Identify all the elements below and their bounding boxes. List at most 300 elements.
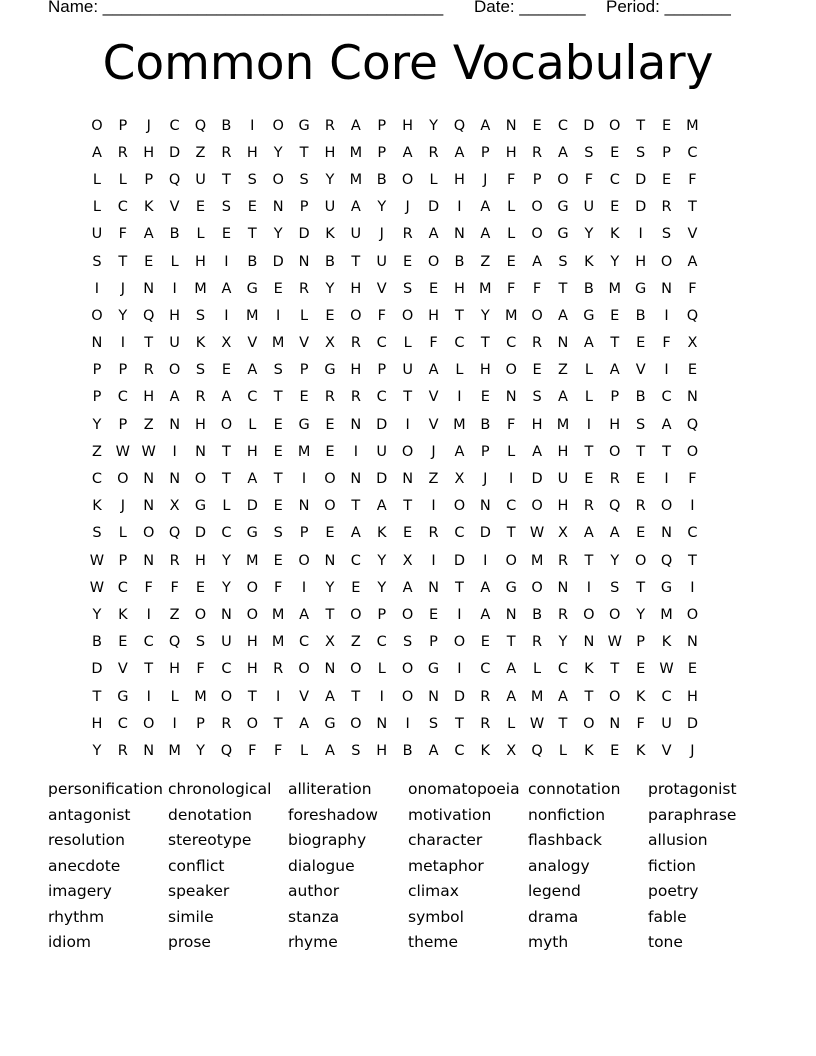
grid-letter: Y — [558, 634, 568, 651]
grid-letter: H — [169, 307, 181, 324]
grid-letter: P — [377, 362, 387, 379]
grid-letter: I — [690, 579, 695, 596]
grid-row — [84, 493, 705, 520]
grid-letter: O — [686, 443, 699, 460]
word-bank-item: drama — [528, 907, 579, 926]
grid-letter: I — [172, 280, 177, 297]
grid-letter: T — [351, 498, 361, 515]
grid-letter: W — [607, 634, 622, 651]
grid-letter: A — [299, 606, 310, 623]
grid-letter: N — [298, 498, 310, 515]
word-bank-item: denotation — [168, 805, 252, 824]
grid-letter: O — [634, 552, 647, 569]
grid-letter: G — [635, 280, 647, 297]
grid-letter: F — [377, 307, 386, 324]
grid-letter: B — [91, 634, 102, 651]
grid-letter: N — [505, 606, 517, 623]
grid-letter: V — [687, 226, 698, 243]
grid-letter: L — [300, 307, 309, 324]
grid-letter: T — [584, 552, 594, 569]
grid-letter: E — [118, 634, 128, 651]
grid-letter: F — [688, 280, 697, 297]
grid-letter: L — [507, 443, 516, 460]
grid-letter: L — [507, 226, 516, 243]
grid-letter: O — [609, 443, 621, 460]
grid-letter: O — [91, 307, 103, 324]
grid-letter: S — [661, 226, 672, 243]
grid-letter: P — [377, 144, 387, 161]
grid-letter: N — [143, 498, 155, 515]
grid-letter: T — [351, 688, 361, 705]
grid-letter: K — [143, 199, 154, 216]
grid-letter: D — [246, 498, 258, 515]
grid-letter: P — [299, 525, 309, 542]
grid-letter: G — [660, 579, 673, 596]
grid-letter: Q — [686, 307, 699, 324]
grid-letter: G — [246, 280, 258, 297]
grid-letter: Q — [194, 117, 207, 134]
grid-letter: F — [662, 335, 671, 352]
word-bank-item: personification — [48, 780, 163, 798]
grid-letter: C — [661, 688, 672, 705]
grid-row — [84, 384, 705, 411]
grid-letter: C — [143, 634, 154, 651]
grid-letter: I — [664, 307, 669, 324]
grid-letter: V — [169, 199, 180, 216]
grid-letter: N — [557, 335, 569, 352]
grid-letter: A — [609, 525, 620, 542]
grid-letter: O — [401, 443, 414, 460]
grid-letter: A — [558, 389, 568, 406]
grid-letter: F — [144, 579, 153, 596]
grid-letter: Z — [350, 634, 361, 651]
grid-letter: N — [220, 606, 232, 623]
grid-letter: C — [221, 661, 232, 678]
grid-letter: C — [117, 199, 128, 216]
grid-letter: I — [405, 715, 410, 732]
grid-row — [84, 629, 705, 656]
grid-letter: T — [636, 579, 646, 596]
grid-letter: A — [583, 525, 594, 542]
grid-letter: Y — [429, 117, 438, 134]
grid-letter: L — [558, 742, 568, 759]
grid-letter: A — [687, 253, 698, 270]
grid-letter: E — [325, 525, 335, 542]
grid-letter: P — [429, 634, 438, 651]
grid-letter: A — [532, 253, 543, 270]
grid-letter: F — [274, 742, 283, 759]
grid-letter: N — [350, 471, 362, 488]
grid-letter: A — [532, 443, 543, 460]
grid-letter: C — [350, 552, 361, 569]
grid-letter: Z — [428, 471, 439, 488]
grid-letter: M — [194, 688, 207, 705]
grid-letter: F — [532, 280, 542, 297]
grid-letter: D — [272, 253, 284, 270]
grid-letter: L — [170, 688, 179, 705]
grid-letter: I — [224, 307, 229, 324]
grid-letter: O — [350, 715, 362, 732]
grid-letter: G — [505, 579, 517, 596]
grid-letter: K — [584, 253, 594, 270]
grid-letter: Y — [118, 307, 128, 324]
grid-letter: E — [273, 498, 283, 515]
word-bank-item: connotation — [528, 780, 621, 798]
grid-letter: V — [117, 661, 128, 678]
grid-letter: K — [584, 661, 594, 678]
grid-letter: E — [661, 117, 672, 134]
grid-letter: E — [221, 226, 231, 243]
grid-letter: K — [195, 335, 206, 352]
grid-letter: M — [194, 280, 207, 297]
word-bank-item: author — [288, 882, 340, 900]
letter-grid — [84, 112, 705, 765]
grid-row — [84, 139, 705, 166]
grid-letter: F — [688, 171, 697, 188]
grid-letter: N — [324, 552, 336, 569]
grid-letter: M — [349, 171, 363, 188]
grid-letter: E — [636, 335, 646, 352]
grid-letter: P — [144, 171, 154, 188]
grid-letter: R — [195, 389, 206, 406]
grid-letter: R — [480, 715, 491, 732]
grid-letter: O — [246, 579, 258, 596]
grid-letter: H — [195, 253, 206, 270]
grid-letter: O — [350, 307, 362, 324]
grid-letter: B — [532, 606, 543, 623]
word-bank-item: biography — [288, 831, 367, 849]
grid-letter: T — [299, 144, 309, 161]
grid-letter: I — [664, 471, 669, 488]
grid-letter: O — [505, 362, 517, 379]
grid-letter: R — [324, 389, 335, 406]
grid-letter: H — [169, 661, 181, 678]
word-bank-item: alliteration — [288, 780, 372, 798]
grid-letter: R — [557, 552, 569, 569]
grid-letter: D — [376, 416, 388, 433]
grid-letter: V — [299, 335, 310, 352]
grid-letter: W — [115, 443, 130, 460]
grid-letter: T — [610, 661, 620, 678]
grid-letter: A — [480, 117, 491, 134]
grid-letter: E — [325, 307, 335, 324]
grid-letter: O — [531, 498, 543, 515]
grid-letter: Z — [195, 144, 206, 161]
grid-letter: E — [325, 416, 335, 433]
grid-letter: D — [635, 171, 647, 188]
grid-row — [84, 221, 705, 248]
grid-letter: O — [531, 199, 543, 216]
grid-letter: L — [377, 661, 386, 678]
grid-letter: O — [350, 606, 362, 623]
grid-letter: I — [586, 579, 591, 596]
grid-letter: N — [91, 335, 103, 352]
grid-letter: U — [195, 171, 206, 188]
grid-letter: T — [662, 443, 671, 460]
grid-letter: O — [91, 117, 103, 134]
grid-letter: Q — [143, 307, 155, 324]
grid-letter: L — [222, 498, 231, 515]
word-bank-item: foreshadow — [288, 805, 378, 824]
grid-letter: F — [507, 171, 516, 188]
grid-letter: O — [168, 362, 181, 379]
grid-letter: M — [271, 634, 285, 651]
grid-letter: P — [299, 362, 309, 379]
grid-letter: M — [686, 117, 699, 134]
grid-letter: R — [609, 471, 620, 488]
grid-letter: T — [325, 606, 335, 623]
name-field: Name: ____________________________________ — [48, 0, 444, 16]
grid-letter: N — [143, 552, 155, 569]
grid-letter: W — [529, 525, 545, 542]
grid-letter: Y — [92, 742, 102, 759]
grid-letter: A — [350, 117, 361, 134]
grid-letter: S — [273, 362, 283, 379]
grid-letter: H — [453, 280, 465, 297]
grid-letter: A — [221, 389, 232, 406]
grid-letter: T — [636, 443, 646, 460]
grid-letter: N — [298, 253, 310, 270]
word-bank-item: climax — [408, 882, 459, 900]
grid-letter: M — [660, 606, 673, 623]
grid-letter: O — [401, 307, 414, 324]
grid-letter: A — [325, 742, 335, 759]
word-bank-item: rhythm — [48, 907, 105, 926]
grid-letter: F — [584, 171, 594, 188]
grid-letter: H — [246, 634, 258, 651]
grid-letter: C — [91, 471, 102, 488]
grid-letter: G — [557, 226, 569, 243]
grid-letter: T — [144, 661, 154, 678]
grid-letter: S — [299, 171, 309, 188]
word-bank-item: resolution — [48, 831, 125, 849]
grid-row — [84, 411, 705, 438]
grid-letter: H — [557, 498, 569, 515]
grid-letter: O — [686, 606, 699, 623]
grid-letter: F — [507, 416, 516, 433]
grid-letter: A — [91, 144, 102, 161]
grid-row — [84, 302, 705, 329]
grid-letter: C — [454, 525, 465, 542]
grid-letter: H — [531, 416, 543, 433]
grid-letter: D — [686, 715, 699, 732]
grid-letter: G — [427, 661, 440, 678]
grid-letter: P — [480, 443, 490, 460]
grid-letter: D — [169, 144, 181, 161]
grid-letter: Y — [610, 552, 620, 569]
student-info-line — [48, 0, 748, 19]
word-bank-item: theme — [408, 933, 459, 951]
grid-letter: H — [402, 117, 414, 134]
grid-letter: P — [610, 389, 620, 406]
grid-letter: N — [428, 688, 439, 705]
grid-letter: R — [557, 606, 569, 623]
grid-letter: M — [246, 307, 259, 324]
grid-letter: I — [457, 661, 462, 678]
grid-letter: W — [89, 579, 105, 596]
grid-letter: T — [221, 171, 231, 188]
grid-letter: N — [143, 742, 155, 759]
grid-letter: O — [609, 117, 621, 134]
grid-letter: H — [557, 443, 569, 460]
grid-letter: R — [661, 199, 672, 216]
grid-letter: A — [350, 525, 361, 542]
grid-letter: O — [401, 661, 414, 678]
grid-row — [84, 166, 705, 193]
grid-letter: I — [586, 416, 591, 433]
grid-letter: Q — [168, 171, 181, 188]
grid-letter: C — [454, 335, 465, 352]
word-bank-item: paraphrase — [648, 805, 737, 824]
grid-letter: O — [401, 688, 414, 705]
grid-letter: D — [194, 525, 207, 542]
grid-letter: M — [271, 335, 285, 352]
word-bank-item: poetry — [648, 882, 699, 900]
grid-letter: X — [324, 335, 335, 352]
grid-letter: D — [453, 688, 465, 705]
grid-letter: S — [428, 715, 439, 732]
grid-letter: V — [635, 362, 646, 379]
grid-letter: R — [169, 552, 180, 569]
grid-letter: A — [428, 362, 439, 379]
grid-letter: U — [376, 443, 388, 460]
grid-letter: I — [276, 688, 281, 705]
grid-letter: A — [454, 144, 465, 161]
grid-letter: C — [117, 389, 128, 406]
grid-letter: A — [506, 661, 517, 678]
word-bank-item: onomatopoeia — [408, 780, 520, 798]
grid-letter: U — [350, 226, 362, 243]
grid-letter: T — [403, 389, 413, 406]
grid-letter: Q — [168, 525, 181, 542]
grid-letter: B — [635, 389, 646, 406]
grid-letter: O — [272, 117, 284, 134]
grid-letter: I — [146, 688, 151, 705]
word-bank-item: antagonist — [48, 805, 131, 824]
grid-letter: J — [146, 117, 151, 134]
grid-letter: A — [454, 443, 465, 460]
grid-letter: D — [427, 199, 440, 216]
grid-letter: T — [688, 199, 697, 216]
grid-letter: E — [506, 253, 516, 270]
grid-letter: K — [376, 525, 387, 542]
grid-letter: E — [351, 579, 361, 596]
grid-letter: E — [144, 253, 154, 270]
grid-letter: T — [221, 443, 231, 460]
grid-letter: M — [349, 144, 363, 161]
word-bank-item: allusion — [648, 831, 708, 849]
grid-letter: B — [221, 117, 232, 134]
grid-letter: Q — [531, 742, 543, 759]
grid-letter: D — [376, 471, 388, 488]
grid-letter: O — [583, 715, 595, 732]
grid-letter: M — [608, 280, 622, 297]
grid-letter: O — [660, 253, 673, 270]
grid-letter: E — [532, 117, 542, 134]
grid-letter: A — [247, 471, 258, 488]
grid-letter: O — [220, 416, 233, 433]
grid-letter: I — [146, 606, 151, 623]
grid-letter: I — [379, 688, 384, 705]
grid-letter: J — [483, 471, 488, 488]
grid-letter: E — [403, 525, 413, 542]
grid-letter: N — [661, 280, 672, 297]
grid-row — [84, 520, 705, 547]
grid-letter: T — [454, 715, 464, 732]
word-bank-item: metaphor — [408, 856, 484, 875]
grid-letter: V — [661, 742, 672, 759]
grid-letter: G — [298, 117, 310, 134]
grid-letter: C — [221, 525, 232, 542]
grid-letter: E — [480, 634, 490, 651]
grid-letter: T — [221, 471, 231, 488]
word-bank-item: chronological — [168, 780, 272, 798]
grid-letter: L — [248, 416, 257, 433]
grid-letter: C — [117, 715, 128, 732]
grid-letter: N — [143, 280, 155, 297]
grid-letter: Y — [377, 579, 387, 596]
grid-letter: L — [92, 199, 101, 216]
grid-letter: F — [636, 715, 645, 732]
grid-row — [84, 656, 705, 683]
grid-row — [84, 737, 705, 764]
grid-letter: F — [196, 661, 205, 678]
grid-letter: T — [273, 389, 283, 406]
grid-letter: R — [273, 661, 284, 678]
grid-row — [84, 330, 705, 357]
grid-letter: E — [403, 253, 413, 270]
grid-letter: K — [635, 688, 646, 705]
word-bank-item: fiction — [648, 856, 696, 875]
grid-letter: Q — [453, 117, 466, 134]
grid-letter: D — [531, 471, 543, 488]
grid-letter: L — [533, 661, 542, 678]
grid-letter: R — [221, 144, 232, 161]
grid-letter: O — [298, 552, 310, 569]
grid-letter: A — [609, 362, 620, 379]
grid-letter: F — [170, 579, 179, 596]
grid-letter: X — [558, 525, 568, 542]
grid-letter: Y — [325, 171, 335, 188]
grid-letter: E — [195, 199, 206, 216]
grid-letter: U — [661, 715, 672, 732]
grid-letter: I — [457, 199, 462, 216]
grid-letter: C — [117, 579, 128, 596]
grid-letter: P — [118, 416, 128, 433]
grid-letter: M — [530, 552, 544, 569]
grid-letter: L — [507, 199, 516, 216]
grid-row — [84, 275, 705, 302]
grid-letter: L — [170, 253, 179, 270]
grid-letter: L — [455, 362, 464, 379]
word-bank-item: tone — [648, 933, 683, 951]
grid-letter: P — [662, 144, 671, 161]
grid-letter: Y — [221, 552, 231, 569]
grid-letter: K — [635, 742, 646, 759]
grid-letter: I — [483, 552, 488, 569]
grid-letter: I — [172, 715, 177, 732]
grid-letter: A — [480, 579, 491, 596]
grid-letter: T — [273, 715, 283, 732]
grid-letter: J — [405, 199, 410, 216]
grid-letter: A — [169, 389, 180, 406]
grid-letter: T — [454, 579, 464, 596]
grid-letter: T — [144, 335, 154, 352]
grid-letter: E — [610, 199, 620, 216]
grid-letter: Q — [686, 416, 699, 433]
grid-letter: I — [224, 253, 229, 270]
grid-letter: T — [584, 443, 594, 460]
